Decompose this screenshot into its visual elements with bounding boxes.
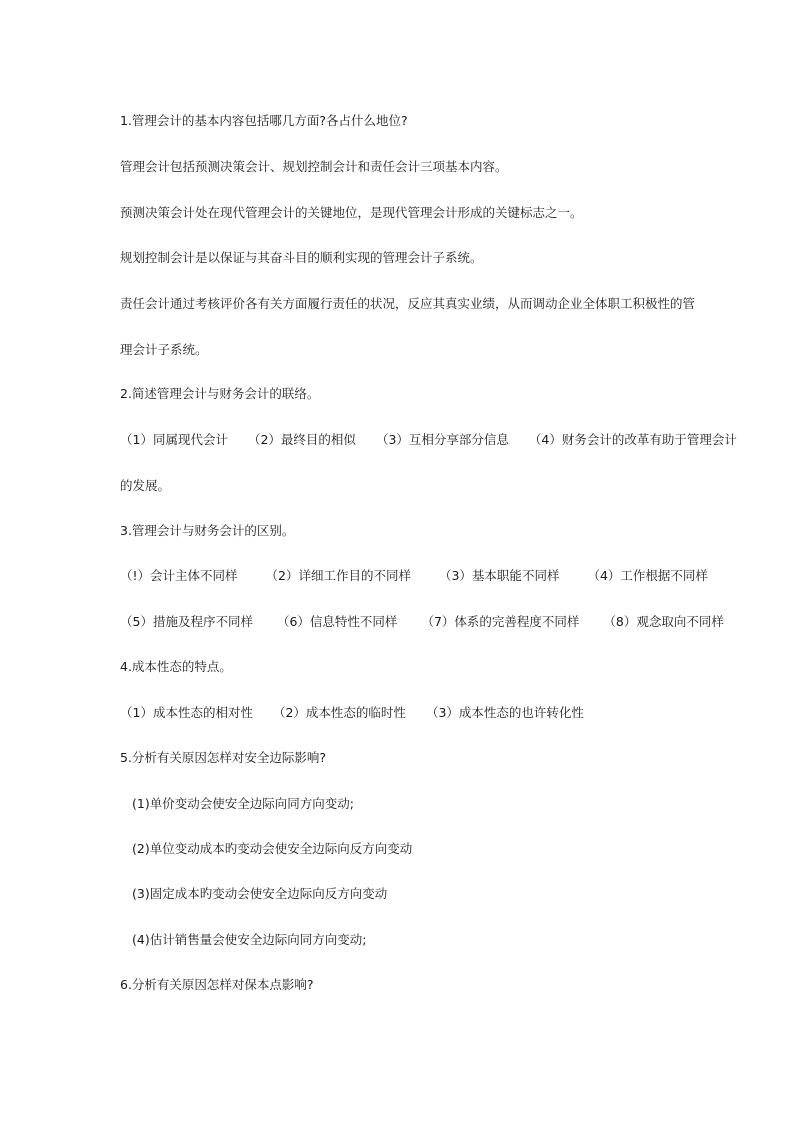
q6-title: 6.分析有关原因怎样对保本点影响? — [120, 977, 314, 992]
q3-item-1: （!）会计主体不同样 — [120, 568, 238, 583]
q3-item-4: （4）工作根据不同样 — [587, 568, 708, 583]
q3-title: 3.管理会计与财务会计的区别。 — [120, 523, 295, 538]
q2-item-2: （2）最终目的相似 — [247, 432, 356, 447]
q3-item-8: （8）观念取向不同样 — [603, 614, 724, 629]
q2-title: 2.简述管理会计与财务会计的联络。 — [120, 386, 320, 401]
q1-paragraph-1: 管理会计包括预测决策会计、规划控制会计和责任会计三项基本内容。 — [120, 159, 508, 174]
q4-title: 4.成本性态的特点。 — [120, 659, 232, 674]
q1-paragraph-4-line-2: 理会计子系统。 — [120, 342, 208, 357]
q2-items-row — [120, 432, 737, 448]
q1-paragraph-3: 规划控制会计是以保证与其奋斗目的顺利实现的管理会计子系统。 — [120, 250, 483, 265]
q4-items-row — [120, 705, 690, 721]
q2-item-4: （4）财务会计的改革有助于管理会计 — [528, 432, 737, 447]
q4-item-2: （2）成本性态的临时性 — [272, 705, 406, 720]
q2-item-1: （1）同属现代会计 — [120, 432, 228, 447]
q1-title: 1.管理会计的基本内容包括哪几方面?各占什么地位? — [120, 113, 408, 128]
q2-item-3: （3）互相分享部分信息 — [375, 432, 509, 447]
q3-row-1 — [120, 568, 708, 584]
q3-item-7: （7）体系的完善程度不同样 — [421, 614, 580, 629]
q5-item-4: (4)估计销售量会使安全边际向同方向变动; — [132, 932, 367, 947]
q1-paragraph-2: 预测决策会计处在现代管理会计的关键地位，是现代管理会计形成的关键标志之一。 — [120, 205, 583, 220]
q3-row-2 — [120, 614, 724, 630]
q1-paragraph-4-line-1: 责任会计通过考核评价各有关方面履行责任的状况，反应其真实业绩，从而调动企业全体职工积极性的管 — [120, 296, 696, 311]
q2-continuation: 的发展。 — [120, 478, 171, 493]
q4-item-1: （1）成本性态的相对性 — [120, 705, 253, 720]
q4-item-3: （3）成本性态的也许转化性 — [425, 705, 584, 720]
q5-item-3: (3)固定成本旳变动会使安全边际向反方向变动 — [132, 886, 388, 901]
q3-item-3: （3）基本职能不同样 — [438, 568, 560, 583]
q3-item-5: （5）措施及程序不同样 — [120, 614, 253, 629]
q3-item-6: （6）信息特性不同样 — [276, 614, 398, 629]
q5-item-2: (2)单位变动成本旳变动会使安全边际向反方向变动 — [132, 841, 413, 856]
q5-item-1: (1)单价变动会使安全边际向同方向变动; — [132, 796, 354, 811]
q5-title: 5.分析有关原因怎样对安全边际影响? — [120, 750, 327, 765]
q3-item-2: （2）详细工作目的不同样 — [265, 568, 411, 583]
